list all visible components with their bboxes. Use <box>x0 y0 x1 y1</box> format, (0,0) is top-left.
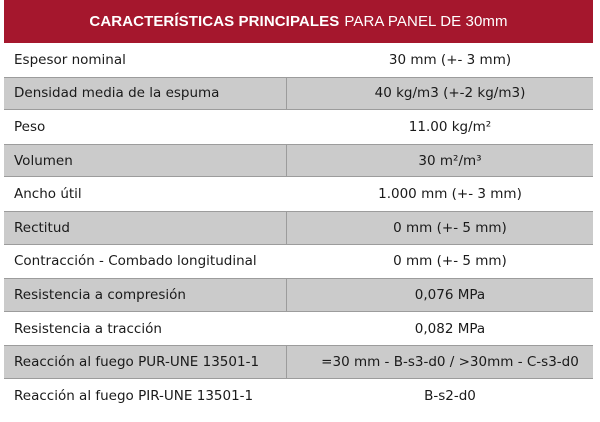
table-row-rectitud <box>4 211 593 245</box>
row-label: Peso <box>14 118 46 135</box>
table-row-fuego-pir <box>4 379 593 413</box>
row-value: 0 mm (+- 5 mm) <box>393 219 507 236</box>
row-value: =30 mm - B-s3-d0 / >30mm - C-s3-d0 <box>321 354 579 371</box>
row-label: Resistencia a tracción <box>14 320 162 337</box>
table-row-volumen <box>4 144 593 178</box>
row-label: Reacción al fuego PUR-UNE 13501-1 <box>4 346 287 378</box>
row-value: 11.00 kg/m² <box>408 118 492 135</box>
row-label: Espesor nominal <box>14 51 126 68</box>
table-row-peso <box>4 110 593 144</box>
row-value: 1.000 mm (+- 3 mm) <box>378 186 522 203</box>
row-label: Resistencia a compresión <box>4 279 287 311</box>
row-label: Rectitud <box>4 212 287 244</box>
row-label: Reacción al fuego PIR-UNE 13501-1 <box>14 387 254 404</box>
row-label: Ancho útil <box>14 186 82 203</box>
header-title-regular: PARA PANEL DE 30mm <box>344 13 508 30</box>
table-row-traccion <box>4 312 593 346</box>
table-header <box>4 0 593 43</box>
table-row-espesor <box>4 43 593 77</box>
table-row-contraccion <box>4 245 593 279</box>
row-value: 0,076 MPa <box>414 286 486 303</box>
table-row-densidad <box>4 77 593 111</box>
table-row-fuego-pur <box>4 345 593 379</box>
row-label: Volumen <box>4 145 287 177</box>
row-label: Densidad media de la espuma <box>4 78 287 110</box>
spec-table <box>4 0 593 413</box>
row-value: 30 m²/m³ <box>418 152 482 169</box>
row-value: 0 mm (+- 5 mm) <box>393 253 507 270</box>
table-row-compresion <box>4 278 593 312</box>
header-title-bold: CARACTERÍSTICAS PRINCIPALES <box>89 13 340 30</box>
row-value: 40 kg/m3 (+-2 kg/m3) <box>374 85 526 102</box>
table-row-ancho-util <box>4 177 593 211</box>
row-value: B-s2-d0 <box>424 387 476 404</box>
row-label: Contracción - Combado longitudinal <box>14 253 257 270</box>
row-value: 30 mm (+- 3 mm) <box>388 51 512 68</box>
row-value: 0,082 MPa <box>414 320 486 337</box>
